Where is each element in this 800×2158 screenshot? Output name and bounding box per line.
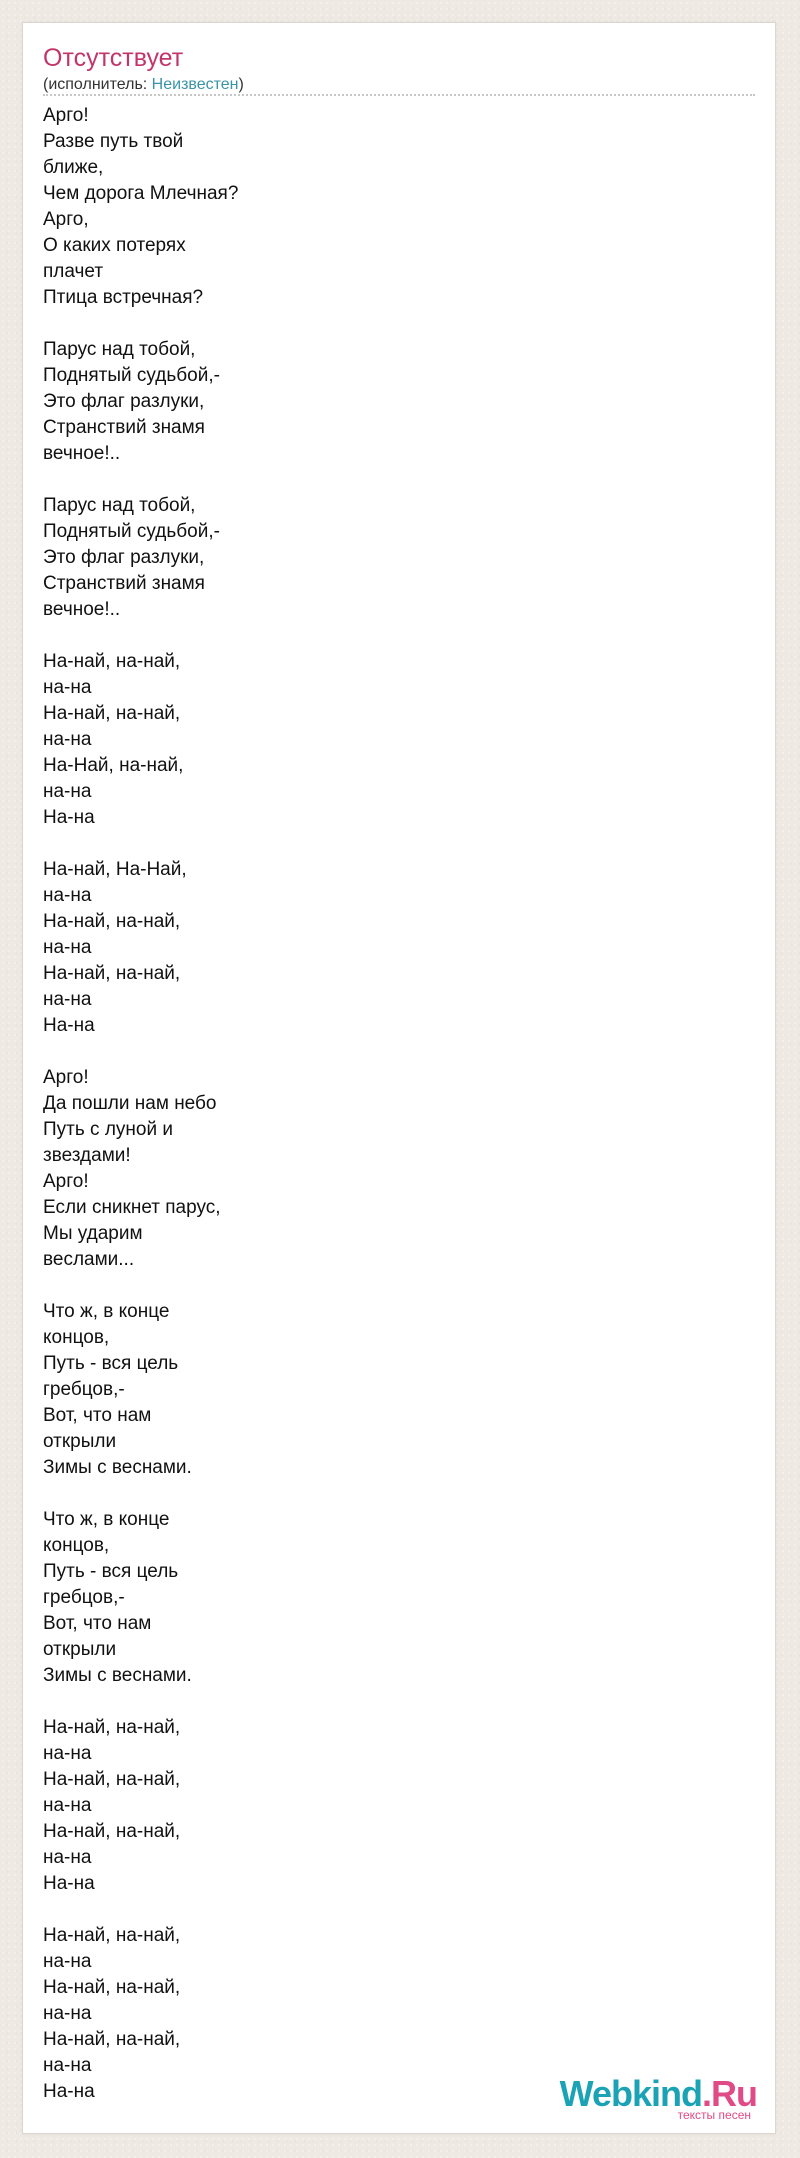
performer-line — [43, 75, 244, 95]
performer-link[interactable]: Неизвестен — [151, 76, 239, 93]
song-title: Отсутствует — [43, 44, 184, 72]
lyrics-text: Арго! Разве путь твой ближе, Чем дорога Млечная? Арго, О каких потерях плачет Птица встречная? Парус над тобой, Поднятый судьбой,- Это флаг разлуки, Странствий знамя вечное!.. Парус над тобой, Поднятый судьбой,- Это флаг разлуки, Странствий знамя вечное!.. На-най, на-най, на-на На-най, на-най, на-на На-Най, на-най, на-на На-на На-най, На-Най, на-на На-най, на-най, на-на На-най, на-най, на-на На-на Арго! Да пошли нам небо Путь с луной и звездами! Арго! Если сникнет парус, Мы ударим веслами... Что ж, в конце концов, Путь - вся цель гребцов,- Вот, что нам открыли Зимы с веснами. Что ж, в конце концов, Путь - вся цель гребцов,- Вот, что нам открыли Зимы с веснами. На-най, на-най, на-на На-най, на-най, на-на На-най, на-най, на-на На-на На-най, на-най, на-на На-най, на-най, на-на На-най, на-най, на-на На-на — [43, 105, 239, 2102]
performer-prefix: (исполнитель: — [43, 76, 152, 93]
logo-tagline: тексты песен — [677, 2108, 751, 2122]
logo-suffix-text: .Ru — [702, 2073, 757, 2114]
logo-main-text: Webkind — [559, 2073, 702, 2114]
logo-wordmark — [559, 2073, 757, 2114]
site-logo[interactable] — [559, 2073, 757, 2122]
song-card — [22, 22, 776, 2134]
performer-suffix: ) — [238, 76, 244, 93]
title-divider — [43, 94, 755, 96]
